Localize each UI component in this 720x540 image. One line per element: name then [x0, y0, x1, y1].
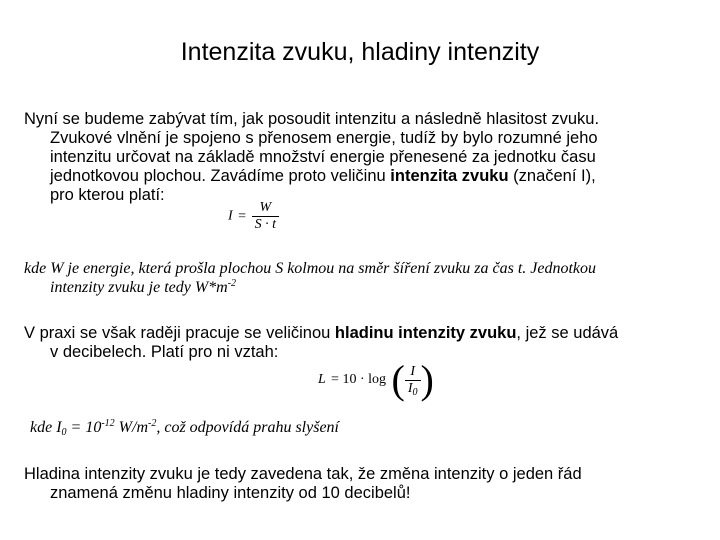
level-line-1: [24, 324, 692, 343]
formula2-left-paren: (: [391, 357, 405, 402]
note-threshold: [30, 418, 698, 437]
formula1-eq: =: [238, 208, 247, 224]
note2-sup2: -2: [148, 418, 157, 429]
note1-line-2-text: intenzity zvuku je tedy W*m: [50, 279, 228, 296]
intro-line-1: Nyní se budeme zabývat tím, jak posoudit intenzitu a následně hlasitost zvuku.: [24, 110, 600, 128]
formula2-fraction: [405, 364, 421, 397]
formula2-right-paren: ): [420, 357, 434, 402]
intro-line-4-tail: (značení I),: [508, 167, 596, 185]
level-formula: [318, 357, 434, 402]
conclusion-line-1: Hladina intenzity zvuku je tedy zavedena tak, že změna intenzity o jeden řád: [24, 465, 582, 483]
intensity-term: intenzita zvuku: [390, 167, 509, 185]
formula2-eq: = 10 · log: [331, 372, 386, 388]
level-line-2: v decibelech. Platí pro ni vztah:: [50, 343, 279, 361]
slide-title: Intenzita zvuku, hladiny intenzity: [180, 38, 540, 66]
note1-line-1: kde W je energie, která prošla plochou S kolmou na směr šíření zvuku za čas t. Jednotkou: [24, 260, 597, 277]
note-energy: [24, 259, 704, 297]
level-line-1-post: , jež se udává: [516, 324, 619, 342]
intro-line-4-text: jednotkovou plochou. Zavádíme proto veličinu: [50, 167, 391, 185]
intro-line-5: pro kterou platí:: [50, 186, 165, 204]
note1-line-2: [24, 278, 704, 297]
conclusion-paragraph: [24, 465, 692, 503]
intro-paragraph: [24, 110, 692, 205]
intro-line-2: Zvukové vlnění je spojeno s přenosem energie, tudíž by bylo rozumné jeho: [50, 129, 598, 147]
formula1-denominator: S · t: [252, 216, 279, 233]
intensity-formula: [228, 200, 279, 233]
intro-line-3: intenzitu určovat na základě množství energie přenesené za jednotku času: [50, 148, 596, 166]
formula2-numerator: I: [410, 363, 415, 379]
formula2-denominator: [405, 380, 421, 397]
note2-sub: 0: [61, 427, 67, 438]
formula2-denominator-sub: 0: [412, 386, 418, 398]
formula1-lhs: I: [228, 208, 233, 224]
level-paragraph: [24, 324, 692, 362]
level-term: hladinu intenzity zvuku: [334, 324, 517, 342]
level-line-1-pre: V praxi se však raději pracuje se veličinou: [24, 324, 335, 342]
note2-sup1: -12: [101, 418, 115, 429]
note2-mid: = 10: [66, 419, 102, 436]
note2-line: [30, 418, 698, 437]
note2-pre: kde I: [30, 419, 62, 436]
formula2-denominator-base: I: [407, 380, 413, 396]
note2-unit: W/m: [114, 419, 148, 436]
formula1-fraction: [252, 200, 279, 233]
formula2-lhs: L: [318, 372, 326, 388]
note1-exponent: -2: [227, 278, 237, 289]
conclusion-line-2: znamená změnu hladiny intenzity od 10 decibelů!: [50, 484, 411, 502]
intro-line-4: [24, 167, 692, 186]
formula1-numerator: W: [259, 200, 272, 215]
note2-post: , což odpovídá prahu slyšení: [156, 419, 339, 436]
